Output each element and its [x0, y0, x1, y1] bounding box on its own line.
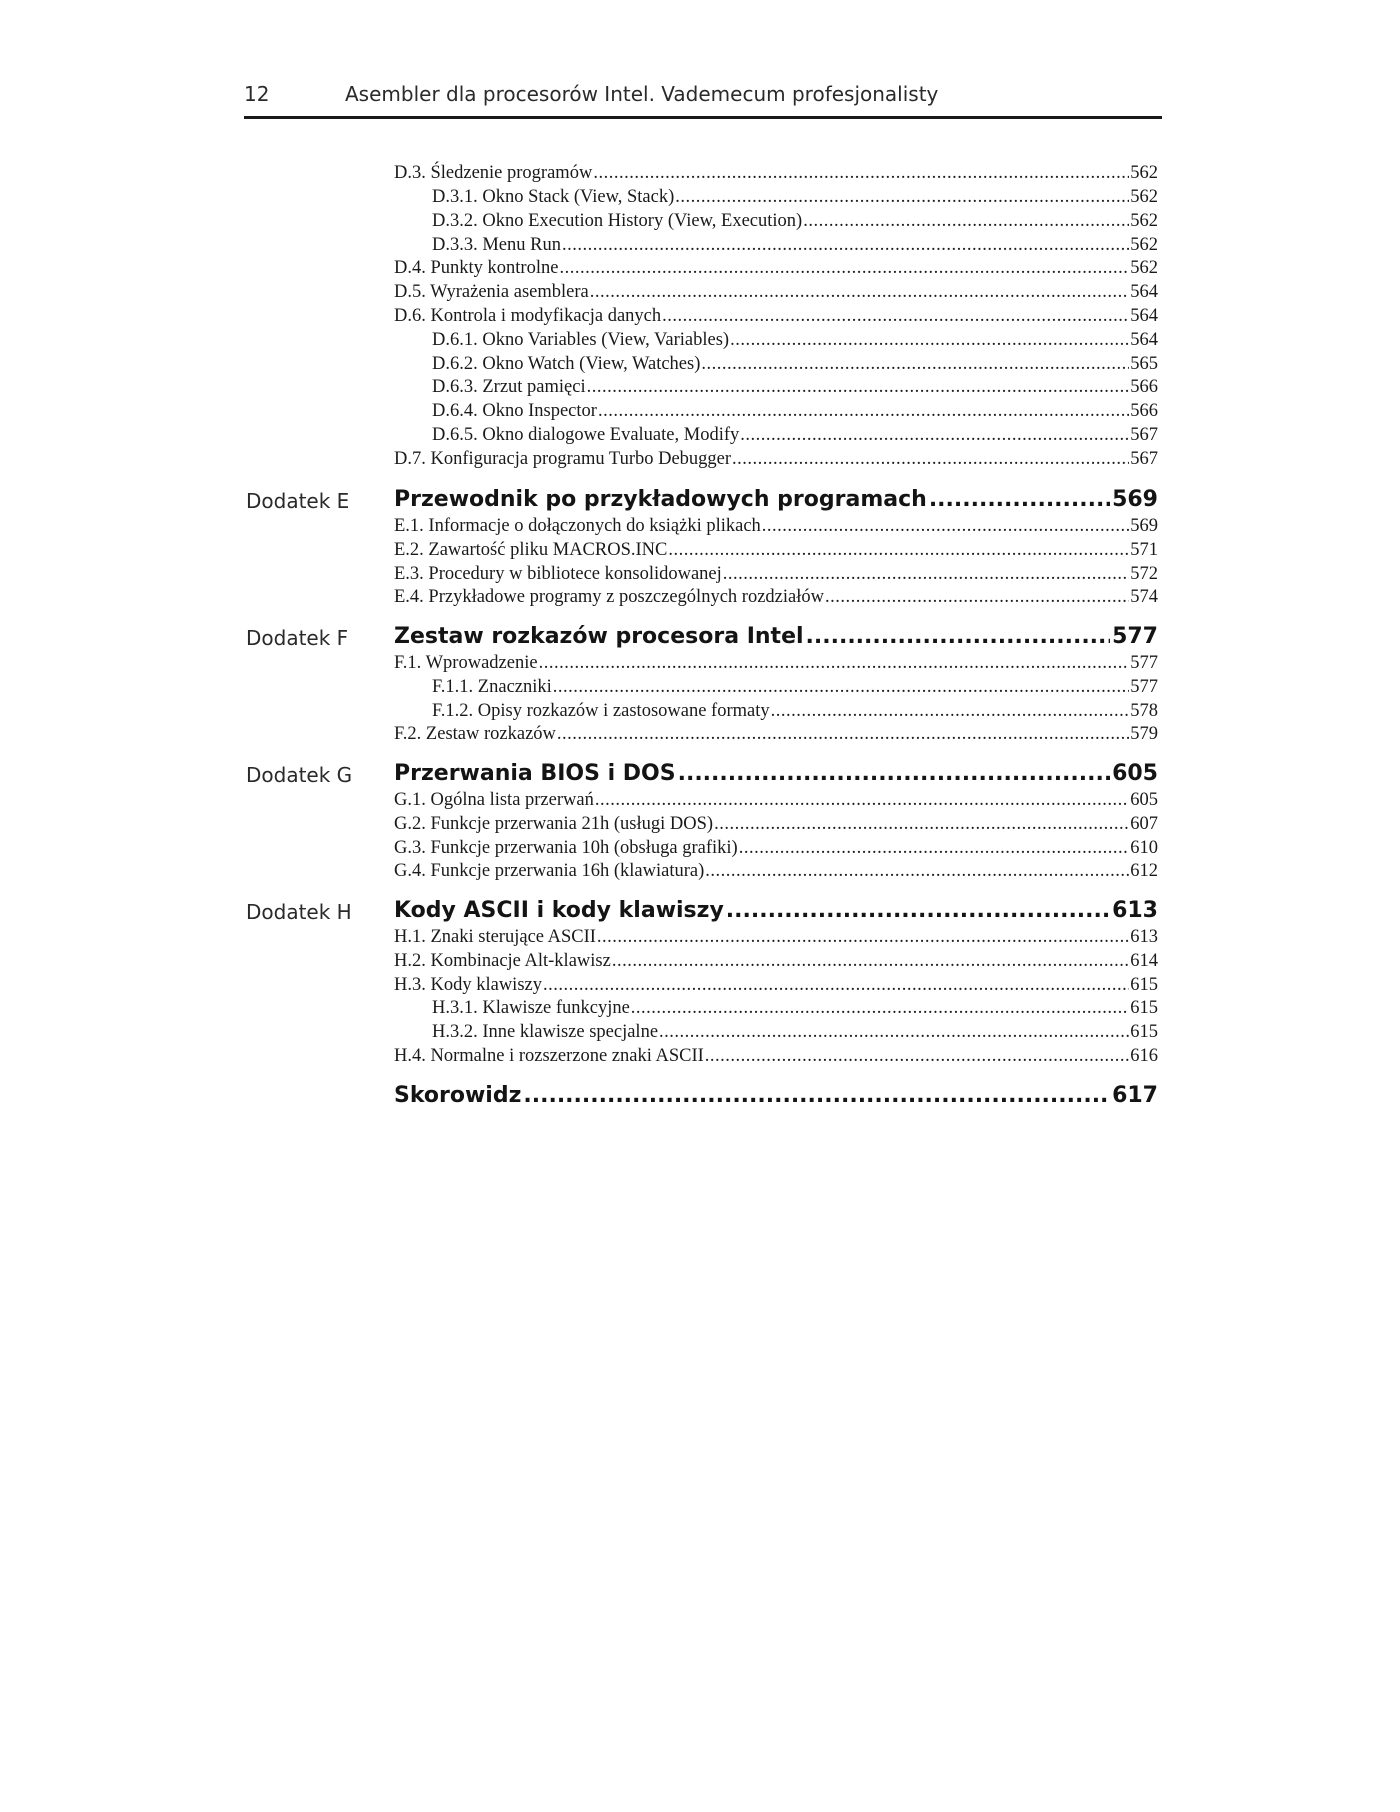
- appendix-label: Dodatek F: [246, 626, 349, 650]
- dot-leader: [631, 998, 1129, 1017]
- dot-leader: [730, 330, 1129, 349]
- dot-leader: [587, 377, 1130, 396]
- toc-entry-page: 566: [1130, 377, 1158, 397]
- running-head: [244, 82, 1162, 119]
- chapter-title: Skorowidz: [394, 1083, 522, 1108]
- toc-entry-label: G.1. Ogólna lista przerwań: [394, 790, 594, 810]
- toc-entry-label: D.5. Wyrażenia asemblera: [394, 282, 589, 302]
- toc-entry[interactable]: [432, 701, 1158, 722]
- dot-leader: [771, 701, 1130, 720]
- book-title: Asembler dla procesorów Intel. Vademecum profesjonalisty: [345, 82, 939, 106]
- toc-entry-label: F.1.1. Znaczniki: [432, 677, 552, 697]
- toc-entry-page: 562: [1130, 187, 1158, 207]
- dot-leader: [659, 1022, 1129, 1041]
- toc-entry[interactable]: [432, 401, 1158, 422]
- toc-entry-page: 613: [1130, 927, 1158, 947]
- toc-entry-page: 562: [1130, 163, 1158, 183]
- toc-entry-label: D.6.5. Okno dialogowe Evaluate, Modify: [432, 425, 740, 445]
- dot-leader: [825, 587, 1129, 606]
- toc-entry[interactable]: [394, 1046, 1158, 1067]
- dot-leader: [705, 861, 1129, 880]
- toc-entry-page: 569: [1130, 516, 1158, 536]
- dot-leader: [543, 975, 1129, 994]
- dot-leader: [714, 814, 1129, 833]
- dot-leader: [553, 677, 1129, 696]
- toc-entry-label: H.3. Kody klawiszy: [394, 975, 542, 995]
- dot-leader: [598, 401, 1129, 420]
- toc-entry-page: 615: [1130, 998, 1158, 1018]
- toc-entry-page: 567: [1130, 425, 1158, 445]
- appendix-label: Dodatek G: [246, 763, 353, 787]
- toc-entry[interactable]: [432, 998, 1158, 1019]
- appendix-h-heading[interactable]: [246, 898, 1158, 928]
- appendix-e-heading[interactable]: [246, 487, 1158, 517]
- toc-entry-page: 565: [1130, 354, 1158, 374]
- toc-entry-label: D.6.2. Okno Watch (View, Watches): [432, 354, 701, 374]
- toc-entry-label: D.4. Punkty kontrolne: [394, 258, 559, 278]
- toc-entry-page: 615: [1130, 975, 1158, 995]
- toc-entry-label: D.7. Konfiguracja programu Turbo Debugger: [394, 449, 732, 469]
- chapter-title: Przerwania BIOS i DOS: [394, 761, 676, 786]
- toc-entry[interactable]: [394, 724, 1158, 745]
- appendix-g-heading[interactable]: [246, 761, 1158, 791]
- toc-entry-page: 562: [1130, 258, 1158, 278]
- toc-entry[interactable]: [432, 377, 1158, 398]
- toc-entry-page: 614: [1130, 951, 1158, 971]
- dot-leader: [590, 282, 1129, 301]
- toc-entry[interactable]: [394, 838, 1158, 859]
- toc-entry-page: 572: [1130, 564, 1158, 584]
- toc-entry-label: H.1. Znaki sterujące ASCII: [394, 927, 596, 947]
- toc-entry-page: 562: [1130, 235, 1158, 255]
- dot-leader: [562, 235, 1129, 254]
- chapter-title-line: [394, 761, 1158, 786]
- dot-leader: [523, 1083, 1110, 1107]
- dot-leader: [740, 425, 1129, 444]
- chapter-title: Kody ASCII i kody klawiszy: [394, 898, 724, 923]
- toc-entry-page: 567: [1130, 449, 1158, 469]
- dot-leader: [675, 187, 1129, 206]
- dot-leader: [597, 927, 1129, 946]
- appendix-label: Dodatek H: [246, 900, 352, 924]
- toc-entry[interactable]: [394, 975, 1158, 996]
- dot-leader: [593, 163, 1129, 182]
- toc-entry-label: D.3.1. Okno Stack (View, Stack): [432, 187, 675, 207]
- chapter-title-line: [394, 898, 1158, 923]
- toc-entry-label: D.6.4. Okno Inspector: [432, 401, 597, 421]
- toc-entry-label: F.2. Zestaw rozkazów: [394, 724, 556, 744]
- toc-entry-page: 612: [1130, 861, 1158, 881]
- dot-leader: [557, 724, 1129, 743]
- toc-entry[interactable]: [432, 211, 1158, 232]
- toc-entry-label: E.2. Zawartość pliku MACROS.INC: [394, 540, 668, 560]
- toc-entry-page: 564: [1130, 282, 1158, 302]
- toc-entry-label: G.4. Funkcje przerwania 16h (klawiatura): [394, 861, 705, 881]
- dot-leader: [929, 487, 1110, 511]
- chapter-page: 613: [1112, 898, 1158, 923]
- toc-entry-page: 610: [1130, 838, 1158, 858]
- index-heading[interactable]: [246, 1083, 1158, 1113]
- toc-entry[interactable]: [394, 861, 1158, 882]
- toc-entry-page: 571: [1130, 540, 1158, 560]
- dot-leader: [806, 624, 1111, 648]
- dot-leader: [732, 449, 1129, 468]
- dot-leader: [803, 211, 1129, 230]
- chapter-title: Przewodnik po przykładowych programach: [394, 487, 927, 512]
- chapter-title: Zestaw rozkazów procesora Intel: [394, 624, 804, 649]
- toc-entry-label: E.1. Informacje o dołączonych do książki plikach: [394, 516, 761, 536]
- toc-entry[interactable]: [394, 449, 1158, 470]
- toc-entry[interactable]: [432, 354, 1158, 375]
- toc-entry-page: 577: [1130, 677, 1158, 697]
- toc-entry-label: D.3. Śledzenie programów: [394, 163, 593, 183]
- chapter-page: 617: [1112, 1083, 1158, 1108]
- chapter-title-line: [394, 1083, 1158, 1108]
- toc-entry-page: 564: [1130, 330, 1158, 350]
- toc-entry-label: H.3.2. Inne klawisze specjalne: [432, 1022, 659, 1042]
- dot-leader: [705, 1046, 1129, 1065]
- toc-entry-page: 607: [1130, 814, 1158, 834]
- toc-entry-page: 574: [1130, 587, 1158, 607]
- appendix-label: Dodatek E: [246, 489, 350, 513]
- page-number: 12: [244, 82, 270, 106]
- chapter-title-line: [394, 487, 1158, 512]
- toc-entry-page: 577: [1130, 653, 1158, 673]
- chapter-page: 605: [1112, 761, 1158, 786]
- toc-entry-label: E.3. Procedury w bibliotece konsolidowanej: [394, 564, 722, 584]
- chapter-page: 569: [1112, 487, 1158, 512]
- toc-entry-label: D.3.3. Menu Run: [432, 235, 561, 255]
- toc-entry[interactable]: [394, 951, 1158, 972]
- toc-entry[interactable]: [394, 814, 1158, 835]
- toc-entry-label: D.6. Kontrola i modyfikacja danych: [394, 306, 662, 326]
- toc-entry-label: G.2. Funkcje przerwania 21h (usługi DOS): [394, 814, 714, 834]
- toc-entry-label: F.1. Wprowadzenie: [394, 653, 538, 673]
- toc-entry-label: G.3. Funkcje przerwania 10h (obsługa grafiki): [394, 838, 738, 858]
- toc-entry-label: H.3.1. Klawisze funkcyjne: [432, 998, 630, 1018]
- toc-entry[interactable]: [394, 587, 1158, 608]
- toc-entry-page: 562: [1130, 211, 1158, 231]
- toc-entry[interactable]: [394, 564, 1158, 585]
- dot-leader: [595, 790, 1129, 809]
- dot-leader: [723, 564, 1129, 583]
- toc-entry-label: E.4. Przykładowe programy z poszczególnych rozdziałów: [394, 587, 824, 607]
- toc-entry-label: D.3.2. Okno Execution History (View, Execution): [432, 211, 803, 231]
- dot-leader: [701, 354, 1129, 373]
- dot-leader: [739, 838, 1130, 857]
- chapter-title-line: [394, 624, 1158, 649]
- dot-leader: [612, 951, 1129, 970]
- toc-entry[interactable]: [432, 235, 1158, 256]
- appendix-f-heading[interactable]: [246, 624, 1158, 654]
- toc-entry[interactable]: [394, 163, 1158, 184]
- dot-leader: [559, 258, 1129, 277]
- dot-leader: [662, 306, 1129, 325]
- toc-entry[interactable]: [432, 1022, 1158, 1043]
- toc-entry[interactable]: [432, 187, 1158, 208]
- toc-entry[interactable]: [394, 258, 1158, 279]
- toc-entry[interactable]: [394, 790, 1158, 811]
- toc-entry-label: F.1.2. Opisy rozkazów i zastosowane formaty: [432, 701, 770, 721]
- toc-entry-page: 566: [1130, 401, 1158, 421]
- toc-entry-label: H.2. Kombinacje Alt-klawisz: [394, 951, 611, 971]
- chapter-page: 577: [1112, 624, 1158, 649]
- toc-entry-page: 605: [1130, 790, 1158, 810]
- dot-leader: [678, 761, 1110, 785]
- toc-entry-page: 615: [1130, 1022, 1158, 1042]
- toc-entry-label: D.6.3. Zrzut pamięci: [432, 377, 586, 397]
- toc-entry-label: H.4. Normalne i rozszerzone znaki ASCII: [394, 1046, 704, 1066]
- dot-leader: [668, 540, 1129, 559]
- toc-entry-page: 579: [1130, 724, 1158, 744]
- toc-entry[interactable]: [394, 282, 1158, 303]
- toc-entry[interactable]: [394, 306, 1158, 327]
- toc-entry[interactable]: [394, 653, 1158, 674]
- toc-entry[interactable]: [394, 516, 1158, 537]
- toc-entry-page: 616: [1130, 1046, 1158, 1066]
- dot-leader: [539, 653, 1130, 672]
- dot-leader: [726, 898, 1110, 922]
- toc-entry[interactable]: [432, 677, 1158, 698]
- toc-entry[interactable]: [394, 927, 1158, 948]
- toc-entry[interactable]: [394, 540, 1158, 561]
- toc-entry[interactable]: [432, 425, 1158, 446]
- dot-leader: [762, 516, 1129, 535]
- toc-entry-page: 578: [1130, 701, 1158, 721]
- toc-entry-page: 564: [1130, 306, 1158, 326]
- toc-entry-label: D.6.1. Okno Variables (View, Variables): [432, 330, 730, 350]
- toc-entry[interactable]: [432, 330, 1158, 351]
